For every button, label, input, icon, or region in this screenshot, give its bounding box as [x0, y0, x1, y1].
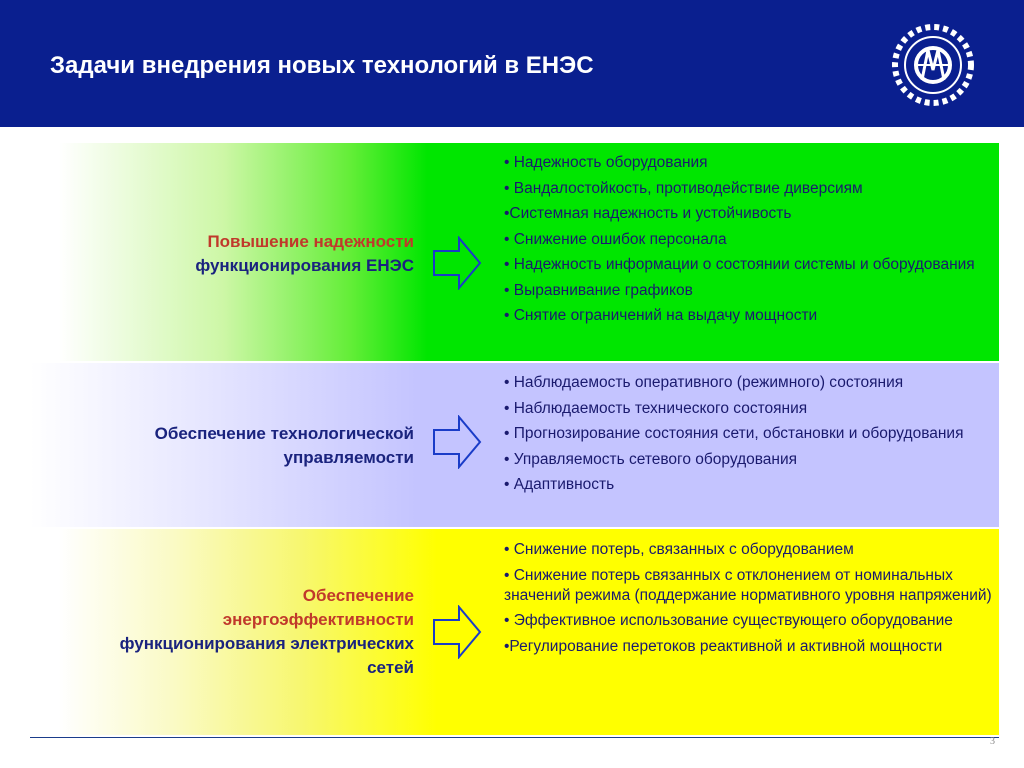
list-item: •Системная надежность и устойчивость: [504, 205, 792, 222]
list-item: • Выравнивание графиков: [504, 281, 693, 299]
list-item: • Снижение потерь связанных с отклонением от номинальных значений режима (поддержание нормативного уровня напряжений): [504, 566, 992, 604]
label-line: управляемости: [283, 448, 414, 467]
slide-header: [0, 0, 1024, 127]
label-line: энергоэффективности: [222, 610, 414, 629]
list-item: • Снижение потерь, связанных с оборудованием: [504, 541, 854, 558]
section-reliability-label: [195, 230, 414, 278]
section-energy-efficiency: [30, 529, 999, 735]
slide-title: Задачи внедрения новых технологий в ЕНЭС: [50, 52, 594, 79]
label-line: функционирования электрических: [119, 634, 414, 653]
list-item: • Наблюдаемость оперативного (режимного) состояния: [504, 374, 904, 391]
list-item: • Вандалостойкость, противодействие диверсиям: [504, 179, 863, 197]
section-controllability-label: [155, 422, 414, 470]
section-controllability: [30, 363, 999, 527]
list-item: • Наблюдаемость технического состояния: [504, 399, 808, 417]
fsk-logo-icon: [888, 20, 978, 110]
section-energy-efficiency-label: [120, 584, 414, 680]
list-item: • Снижение ошибок персонала: [504, 230, 727, 248]
page-number: 3: [990, 736, 995, 747]
list-item: • Адаптивность: [504, 476, 615, 493]
section-energy-efficiency-list: [504, 540, 994, 662]
list-item: • Надежность оборудования: [504, 154, 708, 171]
list-item: • Снятие ограничений на выдачу мощности: [504, 307, 818, 324]
section-controllability-list: [504, 373, 994, 501]
footer-divider: [30, 737, 999, 738]
label-line: Обеспечение: [302, 586, 414, 605]
list-item: • Прогнозирование состояния сети, обстановки и оборудования: [504, 425, 964, 442]
label-line: функционирования ЕНЭС: [195, 256, 414, 275]
list-item: • Эффективное использование существующего оборудование: [504, 612, 953, 629]
right-arrow-icon: [432, 236, 482, 290]
section-reliability: [30, 143, 999, 361]
right-arrow-icon: [432, 415, 482, 469]
section-reliability-list: [504, 153, 994, 332]
label-line: Повышение надежности: [207, 232, 414, 251]
label-line: сетей: [367, 658, 414, 677]
label-line: Обеспечение технологической: [154, 424, 414, 443]
list-item: • Управляемость сетевого оборудования: [504, 450, 798, 468]
right-arrow-icon: [432, 605, 482, 659]
list-item: • Надежность информации о состоянии системы и оборудования: [504, 256, 975, 273]
list-item: •Регулирование перетоков реактивной и активной мощности: [504, 637, 943, 655]
